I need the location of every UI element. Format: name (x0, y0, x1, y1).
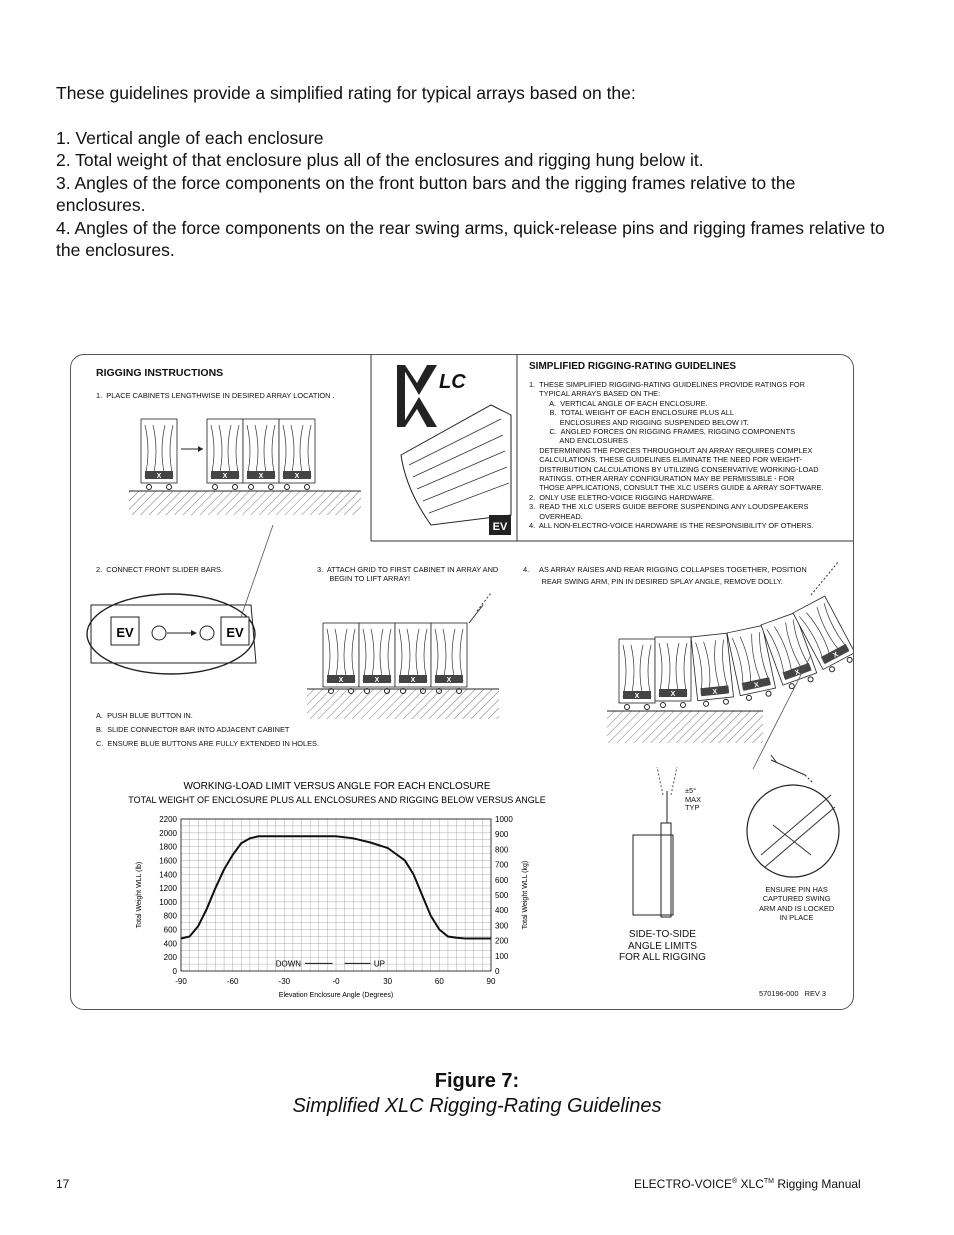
rigging-title: RIGGING INSTRUCTIONS (96, 367, 224, 379)
guideline-line: OVERHEAD. (529, 511, 583, 521)
y-tick-label: 2200 (159, 815, 177, 824)
guideline-line: 3. READ THE XLC USERS GUIDE BEFORE SUSPENDING ANY LOUDSPEAKERS (529, 502, 809, 512)
pin-caption: ENSURE PIN HAS CAPTURED SWING ARM AND IS LOCKED IN PLACE (759, 885, 835, 923)
guideline-line: AND ENCLOSURES (529, 436, 628, 446)
pin-detail (747, 760, 839, 877)
footer-brand: ELECTRO-VOICE (634, 1177, 733, 1191)
x-tick-label: -60 (226, 977, 239, 986)
step3-text: 3. ATTACH GRID TO FIRST CABINET IN ARRAY AND BEGIN TO LIFT ARRAY! (317, 565, 499, 584)
chart-title: WORKING-LOAD LIMIT VERSUS ANGLE FOR EACH ENCLOSURE (183, 781, 491, 792)
x-tick-label: -30 (278, 977, 291, 986)
footer-product: XLC (740, 1177, 764, 1191)
step2-text: 2. CONNECT FRONT SLIDER BARS. (96, 565, 224, 574)
annotation-up: UP (373, 959, 386, 969)
xlc-logo (381, 365, 511, 535)
y-tick-label-right: 300 (495, 921, 509, 931)
guidelines-title: SIMPLIFIED RIGGING-RATING GUIDELINES (529, 361, 737, 372)
figure-panel (70, 354, 854, 1010)
sub-step-b: B. SLIDE CONNECTOR BAR INTO ADJACENT CABINET (96, 725, 290, 734)
step1-illustration (129, 419, 361, 515)
intro-item-2: 2. Total weight of that enclosure plus all of the enclosures and rigging hung below it. (56, 150, 704, 170)
logo-text: LC (439, 371, 466, 393)
y-tick-label: 1200 (159, 884, 177, 894)
guideline-line: DETERMINING THE FORCES THROUGHOUT AN ARRAY REQUIRES COMPLEX (529, 445, 813, 455)
guideline-line: A. VERTICAL ANGLE OF EACH ENCLOSURE. (529, 398, 708, 408)
guideline-line: CALCULATIONS. THESE GUIDELINES ELIMINATE THE NEED FOR WEIGHT- (529, 455, 802, 465)
y-tick-labels-right (495, 815, 513, 976)
guideline-line: ENCLOSURES AND RIGGING SUSPENDED BELOW IT. (529, 417, 749, 427)
y-tick-label: 400 (163, 939, 177, 949)
annotation-down: DOWN (275, 959, 302, 969)
guideline-line: DISTRIBUTION CALCULATIONS BY UTILIZING CONSERVATIVE WORKING-LOAD (529, 464, 819, 474)
guideline-line: THOSE APPLICATIONS, CONSULT THE XLC USERS GUIDE & ARRAY SOFTWARE. (529, 483, 824, 493)
guideline-line: 4. ALL NON-ELECTRO-VOICE HARDWARE IS THE RESPONSIBILITY OF OTHERS. (529, 521, 814, 531)
y-tick-label-right: 0 (495, 967, 500, 976)
intro-item-4: 4. Angles of the force components on the rear swing arms, quick-release pins and rigging frames relative to the enclosures. (56, 217, 885, 260)
y-tick-label-right: 900 (495, 830, 509, 840)
y-tick-label: 600 (163, 925, 177, 935)
side-angle-detail (633, 767, 677, 917)
y-tick-label-right: 600 (495, 875, 509, 885)
figure-drawing: X LC EV EV EV (71, 355, 853, 1009)
y-tick-label-right: 100 (495, 951, 509, 961)
guideline-line: 1. THESE SIMPLIFIED RIGGING-RATING GUIDELINES PROVIDE RATINGS FOR (529, 380, 805, 389)
x-tick-label: 30 (383, 977, 393, 986)
x-tick-label: 90 (486, 977, 496, 986)
x-tick-labels (175, 977, 496, 986)
y-tick-label: 2000 (159, 828, 177, 838)
guidelines-list (529, 380, 823, 531)
y-tick-labels (159, 815, 177, 976)
guideline-line: TYPICAL ARRAYS BASED ON THE: (529, 389, 661, 399)
page-number: 17 (56, 1177, 70, 1191)
step1-text: 1. PLACE CABINETS LENGTHWISE IN DESIRED ARRAY LOCATION . (96, 391, 335, 400)
intro-item-1: 1. Vertical angle of each enclosure (56, 127, 324, 148)
step4-text-a: 4. AS ARRAY RAISES AND REAR RIGGING COLLAPSES TOGETHER, POSITION (523, 565, 807, 574)
intro-item-3: 3. Angles of the force components on the front button bars and the rigging frames relative to the enclosures. (56, 172, 796, 215)
y-tick-label-right: 500 (495, 891, 509, 900)
y-tick-label: 0 (172, 967, 177, 976)
guideline-line: C. ANGLED FORCES ON RIGGING FRAMES, RIGGING COMPONENTS (529, 427, 796, 437)
x-tick-label: -90 (175, 977, 187, 986)
svg-text:EV: EV (116, 625, 134, 640)
svg-text:EV: EV (492, 521, 508, 533)
step4-illustration (607, 561, 853, 769)
y-tick-label: 800 (163, 911, 177, 921)
figure-caption: Simplified XLC Rigging-Rating Guidelines (292, 1095, 662, 1117)
wll-chart (127, 775, 627, 1005)
guideline-line: 2. ONLY USE ELETRO-VOICE RIGGING HARDWARE. (529, 492, 715, 502)
y-axis-label: Total Weight WLL (lb) (136, 861, 143, 929)
y-tick-label: 1400 (159, 870, 177, 880)
sub-step-c: C. ENSURE BLUE BUTTONS ARE FULLY EXTENDED IN HOLES. (96, 739, 320, 748)
footer-title: ELECTRO-VOICE® XLC™ Rigging Manual (634, 1177, 861, 1191)
intro-text (56, 82, 886, 262)
step2-illustration (87, 525, 273, 674)
chart-grid (181, 819, 491, 971)
x-axis-label: Elevation Enclosure Angle (Degrees) (278, 992, 394, 999)
y-tick-label: 1800 (159, 842, 177, 852)
guideline-line: B. TOTAL WEIGHT OF EACH ENCLOSURE PLUS ALL (529, 408, 734, 418)
sub-step-a: A. PUSH BLUE BUTTON IN. (96, 711, 193, 720)
side-angle-caption: SIDE-TO-SIDE ANGLE LIMITS FOR ALL RIGGING (619, 929, 706, 964)
chart-subtitle: TOTAL WEIGHT OF ENCLOSURE PLUS ALL ENCLOSURES AND RIGGING BELOW VERSUS ANGLE (128, 795, 546, 805)
svg-text:EV: EV (226, 625, 244, 640)
step4-text-b: REAR SWING ARM, PIN IN DESIRED SPLAY ANGLE, REMOVE DOLLY. (523, 577, 783, 586)
y-tick-label-right: 1000 (495, 815, 513, 824)
y-tick-label-right: 700 (495, 860, 509, 870)
y-tick-label: 1600 (159, 856, 177, 866)
y-tick-label-right: 200 (495, 936, 509, 946)
step3-illustration (307, 593, 499, 719)
y-tick-label: 200 (163, 953, 177, 963)
figure-number: Figure 7: (434, 1070, 520, 1092)
x-tick-label: 60 (434, 977, 444, 986)
doc-number: 570196-000 REV 3 (759, 989, 826, 998)
y-tick-label-right: 800 (495, 845, 509, 855)
intro-lead: These guidelines provide a simplified rating for typical arrays based on the: (56, 83, 636, 103)
side-angle-label: ±5° MAX TYP (685, 786, 702, 813)
guideline-line: RATINGS. OTHER ARRAY CONFIGURATION MAY BE PERMISSIBLE - FOR (529, 474, 795, 484)
footer-manual: Rigging Manual (777, 1177, 861, 1191)
y-axis-label-right: Total Weight WLL (kg) (522, 860, 529, 930)
x-tick-label: -0 (332, 977, 340, 986)
y-tick-label-right: 400 (495, 906, 509, 916)
y-tick-label: 1000 (159, 897, 177, 907)
